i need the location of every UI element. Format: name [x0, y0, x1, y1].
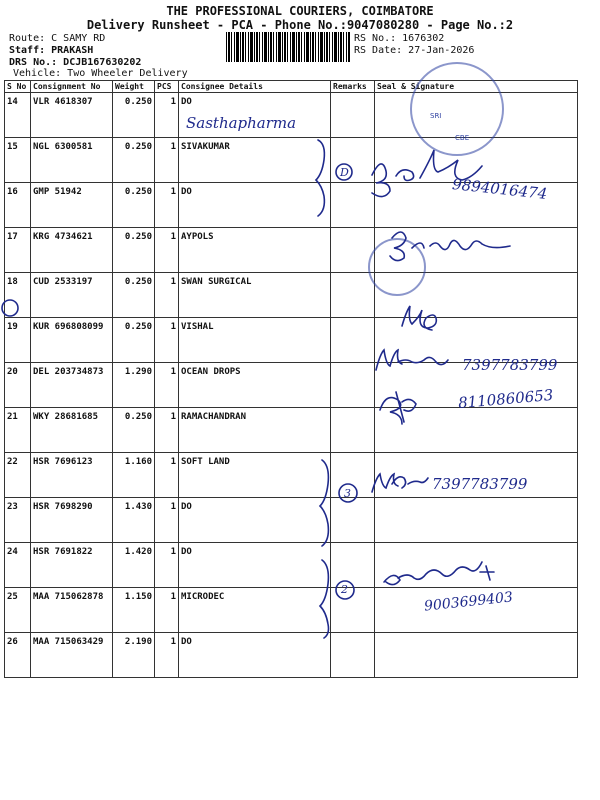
col-seal: Seal & Signature — [375, 81, 578, 93]
remark-circle-d — [336, 164, 352, 180]
row-consignment: HSR 7696123 — [31, 453, 113, 498]
row-pcs: 1 — [155, 363, 179, 408]
row-consignee: DO — [179, 93, 331, 138]
remark-circle-2 — [336, 581, 354, 599]
row-consignee: DO — [179, 543, 331, 588]
row-sno: 14 — [5, 93, 31, 138]
row-19-circle — [2, 300, 18, 316]
signature-row-17 — [390, 232, 510, 261]
rs-number: RS No.: 1676302 — [354, 33, 445, 44]
row-consignee: SIVAKUMAR — [179, 138, 331, 183]
row-consignee: SWAN SURGICAL — [179, 273, 331, 318]
row-consignment: HSR 7691822 — [31, 543, 113, 588]
handwritten-phone-5: 9003699403 — [423, 589, 514, 615]
row-consignment: WKY 28681685 — [31, 408, 113, 453]
row-consignment: MAA 715062878 — [31, 588, 113, 633]
row-sno: 18 — [5, 273, 31, 318]
col-remarks: Remarks — [331, 81, 375, 93]
handwritten-phone-3: 8110860653 — [457, 385, 555, 413]
row-sno: 26 — [5, 633, 31, 678]
signature-row-25 — [384, 562, 494, 585]
rs-date: RS Date: 27-Jan-2026 — [354, 45, 475, 56]
row-pcs: 1 — [155, 138, 179, 183]
handwritten-consignee-note: Sasthapharma — [186, 114, 297, 132]
handwritten-remark-d: D — [340, 166, 349, 179]
row-pcs: 1 — [155, 543, 179, 588]
signature-row-20 — [376, 350, 448, 370]
route-label: Route: C SAMY RD — [9, 33, 106, 44]
row-consignment: MAA 715063429 — [31, 633, 113, 678]
row-sno: 22 — [5, 453, 31, 498]
row-weight: 0.250 — [113, 228, 155, 273]
row-weight: 0.250 — [113, 93, 155, 138]
row-sno: 19 — [5, 318, 31, 363]
row-pcs: 1 — [155, 183, 179, 228]
row-weight: 1.290 — [113, 363, 155, 408]
row-weight: 2.190 — [113, 633, 155, 678]
signature-row-15 — [372, 150, 482, 197]
vehicle-label: Vehicle: Two Wheeler Delivery — [13, 68, 188, 79]
bracket-brace-3 — [320, 560, 329, 638]
row-pcs: 1 — [155, 408, 179, 453]
row-consignee: MICRODEC — [179, 588, 331, 633]
drs-label: DRS No.: DCJB167630202 — [9, 57, 142, 68]
row-pcs: 1 — [155, 588, 179, 633]
signature-row-21 — [380, 392, 416, 424]
row-consignment: GMP 51942 — [31, 183, 113, 228]
row-sno: 24 — [5, 543, 31, 588]
row-consignee: AYPOLS — [179, 228, 331, 273]
handwritten-phone-2: 7397783799 — [462, 356, 558, 374]
handwritten-remark-2: 2 — [341, 583, 348, 596]
seal-stamp-text-top: SRI — [430, 112, 442, 120]
company-title: THE PROFESSIONAL COURIERS, COIMBATORE — [166, 4, 434, 18]
handwritten-remark-3: 3 — [344, 487, 351, 500]
row-weight: 0.250 — [113, 273, 155, 318]
row-consignee: DO — [179, 183, 331, 228]
row-weight: 0.250 — [113, 408, 155, 453]
row-sno: 16 — [5, 183, 31, 228]
row-sno: 15 — [5, 138, 31, 183]
row-pcs: 1 — [155, 318, 179, 363]
row-weight: 0.250 — [113, 138, 155, 183]
row-consignment: NGL 6300581 — [31, 138, 113, 183]
seal-stamp-text-bottom: CBE — [455, 134, 470, 142]
staff-label: Staff: PRAKASH — [9, 45, 94, 56]
remark-circle-3 — [339, 484, 357, 502]
row-sno: 21 — [5, 408, 31, 453]
row-sno: 25 — [5, 588, 31, 633]
col-consignee: Consignee Details — [179, 81, 331, 93]
col-consignment: Consignment No — [31, 81, 113, 93]
row-pcs: 1 — [155, 228, 179, 273]
row-consignee: RAMACHANDRAN — [179, 408, 331, 453]
row-pcs: 1 — [155, 93, 179, 138]
row-pcs: 1 — [155, 498, 179, 543]
signature-row-23 — [372, 474, 428, 492]
signature-row-19 — [402, 306, 436, 330]
row-weight: 1.160 — [113, 453, 155, 498]
row-consignment: KUR 696808099 — [31, 318, 113, 363]
bracket-brace-1 — [316, 140, 324, 216]
row-sno: 17 — [5, 228, 31, 273]
row-weight: 0.250 — [113, 183, 155, 228]
row-pcs: 1 — [155, 273, 179, 318]
row-consignment: VLR 4618307 — [31, 93, 113, 138]
row-weight: 1.430 — [113, 498, 155, 543]
col-sno: S No — [5, 81, 31, 93]
row-consignee: SOFT LAND — [179, 453, 331, 498]
runsheet-subtitle: Delivery Runsheet - PCA - Phone No.:9047080280 - Page No.:2 — [86, 18, 514, 32]
row-consignment: CUD 2533197 — [31, 273, 113, 318]
row-consignment: KRG 4734621 — [31, 228, 113, 273]
col-weight: Weight — [113, 81, 155, 93]
bracket-brace-2 — [320, 460, 328, 546]
row-consignee: DO — [179, 498, 331, 543]
handwritten-phone-1: 9894016474 — [451, 175, 549, 203]
row-pcs: 1 — [155, 453, 179, 498]
row-sno: 20 — [5, 363, 31, 408]
row-pcs: 1 — [155, 633, 179, 678]
row-weight: 0.250 — [113, 318, 155, 363]
row-weight: 1.150 — [113, 588, 155, 633]
handwritten-phone-4: 7397783799 — [432, 475, 528, 493]
row-consignment: DEL 203734873 — [31, 363, 113, 408]
row-consignee: OCEAN DROPS — [179, 363, 331, 408]
row-consignment: HSR 7698290 — [31, 498, 113, 543]
row-consignee: DO — [179, 633, 331, 678]
row-sno: 23 — [5, 498, 31, 543]
row-consignee: VISHAL — [179, 318, 331, 363]
row-weight: 1.420 — [113, 543, 155, 588]
col-pcs: PCS — [155, 81, 179, 93]
